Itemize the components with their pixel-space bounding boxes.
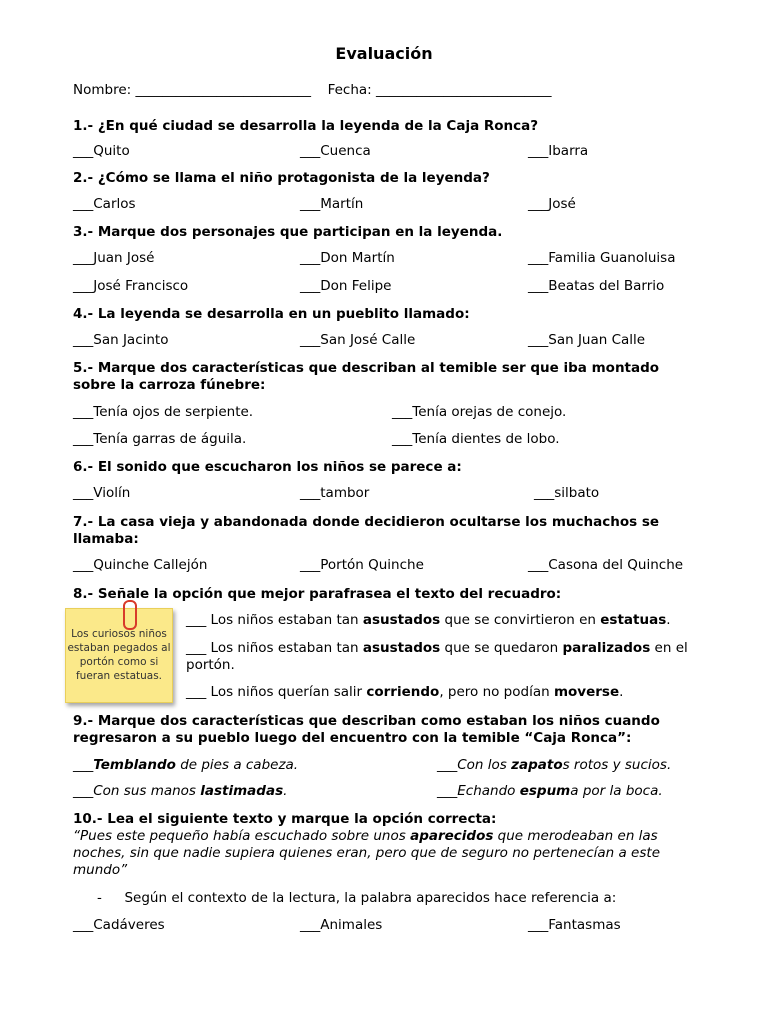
q3-option-6[interactable]: ___Beatas del Barrio [528,278,665,294]
q6-option-1[interactable]: ___Violín [73,485,131,501]
question-8: 8.- Señale la opción que mejor parafrasea el texto del recuadro: [73,586,562,602]
name-label: Nombre: [73,82,132,98]
q8-option-1[interactable]: ___ Los niños estaban tan asustados que se convirtieron en estatuas. [186,612,671,628]
answer-blank[interactable]: ___ [73,250,94,266]
q2-option-2[interactable]: ___Martín [300,196,364,212]
answer-blank[interactable]: ___ [300,250,321,266]
q9-option-2[interactable]: ___Con los zapatos rotos y sucios. [437,757,672,773]
paperclip-icon [123,600,137,630]
date-blank[interactable]: __________________________ [376,82,552,98]
q4-option-3[interactable]: ___San Juan Calle [528,332,646,348]
q5-option-4[interactable]: ___Tenía dientes de lobo. [392,431,560,447]
header-row [73,82,552,98]
q3-option-2[interactable]: ___Don Martín [300,250,395,266]
question-1: 1.- ¿En qué ciudad se desarrolla la leyenda de la Caja Ronca? [73,118,539,134]
q3-option-1[interactable]: ___Juan José [73,250,155,266]
answer-blank[interactable]: ___ [73,485,94,501]
q9-option-4[interactable]: ___Echando espuma por la boca. [437,783,663,799]
answer-blank[interactable]: ___ [528,250,549,266]
answer-blank[interactable]: ___ [392,431,413,447]
question-4: 4.- La leyenda se desarrolla en un pueblito llamado: [73,306,470,322]
q8-option-2[interactable]: ___ Los niños estaban tan asustados que se quedaron paralizados en el portón. [186,640,688,673]
q2-option-3[interactable]: ___José [528,196,576,212]
q3-option-5[interactable]: ___Don Felipe [300,278,392,294]
answer-blank[interactable]: ___ [300,332,321,348]
question-7: 7.- La casa vieja y abandonada donde decidieron ocultarse los muchachos se llamaba: [73,514,660,547]
answer-blank[interactable]: ___ [73,278,94,294]
q4-option-2[interactable]: ___San José Calle [300,332,416,348]
question-9: 9.- Marque dos características que describan como estaban los niños cuando regresaron a su pueblo luego del encuentro con la temible “Caja Ronca”: [73,713,660,746]
sub-question-text: Según el contexto de la lectura, la palabra aparecidos hace referencia a: [124,890,617,906]
answer-blank[interactable]: ___ [528,917,549,933]
answer-blank[interactable]: ___ [73,143,94,159]
question-6: 6.- El sonido que escucharon los niños se parece a: [73,459,462,475]
q1-option-2[interactable]: ___Cuenca [300,143,371,159]
q6-option-2[interactable]: ___tambor [300,485,370,501]
answer-blank[interactable]: ___ [73,196,94,212]
q10-option-2[interactable]: ___Animales [300,917,383,933]
q7-option-2[interactable]: ___Portón Quinche [300,557,424,573]
dash-bullet: - [97,890,102,906]
answer-blank[interactable]: ___ [300,917,321,933]
q9-option-3[interactable]: ___Con sus manos lastimadas. [73,783,288,799]
answer-blank[interactable]: ___ [73,757,94,773]
q7-option-3[interactable]: ___Casona del Quinche [528,557,684,573]
question-3: 3.- Marque dos personajes que participan en la leyenda. [73,224,503,240]
answer-blank[interactable]: ___ [300,196,321,212]
q4-option-1[interactable]: ___San Jacinto [73,332,169,348]
q6-option-3[interactable]: ___silbato [534,485,600,501]
answer-blank[interactable]: ___ [437,783,458,799]
answer-blank[interactable]: ___ [73,917,94,933]
q9-option-1[interactable]: ___Temblando de pies a cabeza. [73,757,299,773]
answer-blank[interactable]: ___ [73,557,94,573]
question-5: 5.- Marque dos características que describan al temible ser que iba montado sobre la carroza fúnebre: [73,360,660,393]
answer-blank[interactable]: ___ [186,612,207,628]
sticky-note-text: Los curiosos niños estaban pegados al portón como si fueran estatuas. [67,628,171,682]
question-2: 2.- ¿Cómo se llama el niño protagonista de la leyenda? [73,170,490,186]
answer-blank[interactable]: ___ [528,332,549,348]
question-10: 10.- Lea el siguiente texto y marque la opción correcta: [73,811,497,827]
q1-option-1[interactable]: ___Quito [73,143,130,159]
answer-blank[interactable]: ___ [528,557,549,573]
q5-option-2[interactable]: ___Tenía orejas de conejo. [392,404,567,420]
answer-blank[interactable]: ___ [392,404,413,420]
q3-option-3[interactable]: ___Familia Guanoluisa [528,250,676,266]
answer-blank[interactable]: ___ [534,485,555,501]
answer-blank[interactable]: ___ [300,485,321,501]
q10-option-1[interactable]: ___Cadáveres [73,917,165,933]
sub-question [97,890,616,906]
reading-quote: “Pues este pequeño había escuchado sobre unos aparecidos que merodeaban en las noches, sin que nadie supiera quienes eran, pero que de seguro no pertenecían a este mundo” [73,828,660,878]
answer-blank[interactable]: ___ [300,278,321,294]
answer-blank[interactable]: ___ [300,557,321,573]
q2-option-1[interactable]: ___Carlos [73,196,136,212]
answer-blank[interactable]: ___ [528,143,549,159]
answer-blank[interactable]: ___ [73,404,94,420]
page-title: Evaluación [335,44,433,63]
answer-blank[interactable]: ___ [73,783,94,799]
q7-option-1[interactable]: ___Quinche Callejón [73,557,208,573]
q10-option-3[interactable]: ___Fantasmas [528,917,621,933]
answer-blank[interactable]: ___ [300,143,321,159]
q3-option-4[interactable]: ___José Francisco [73,278,189,294]
q1-option-3[interactable]: ___Ibarra [528,143,589,159]
answer-blank[interactable]: ___ [437,757,458,773]
answer-blank[interactable]: ___ [73,332,94,348]
sticky-note [65,608,173,703]
name-blank[interactable]: __________________________ [135,82,311,98]
q8-option-3[interactable]: ___ Los niños querían salir corriendo, pero no podían moverse. [186,684,624,700]
answer-blank[interactable]: ___ [73,431,94,447]
answer-blank[interactable]: ___ [528,196,549,212]
date-label: Fecha: [327,82,372,98]
answer-blank[interactable]: ___ [186,684,207,700]
answer-blank[interactable]: ___ [528,278,549,294]
q5-option-3[interactable]: ___Tenía garras de águila. [73,431,247,447]
answer-blank[interactable]: ___ [186,640,207,656]
q5-option-1[interactable]: ___Tenía ojos de serpiente. [73,404,254,420]
